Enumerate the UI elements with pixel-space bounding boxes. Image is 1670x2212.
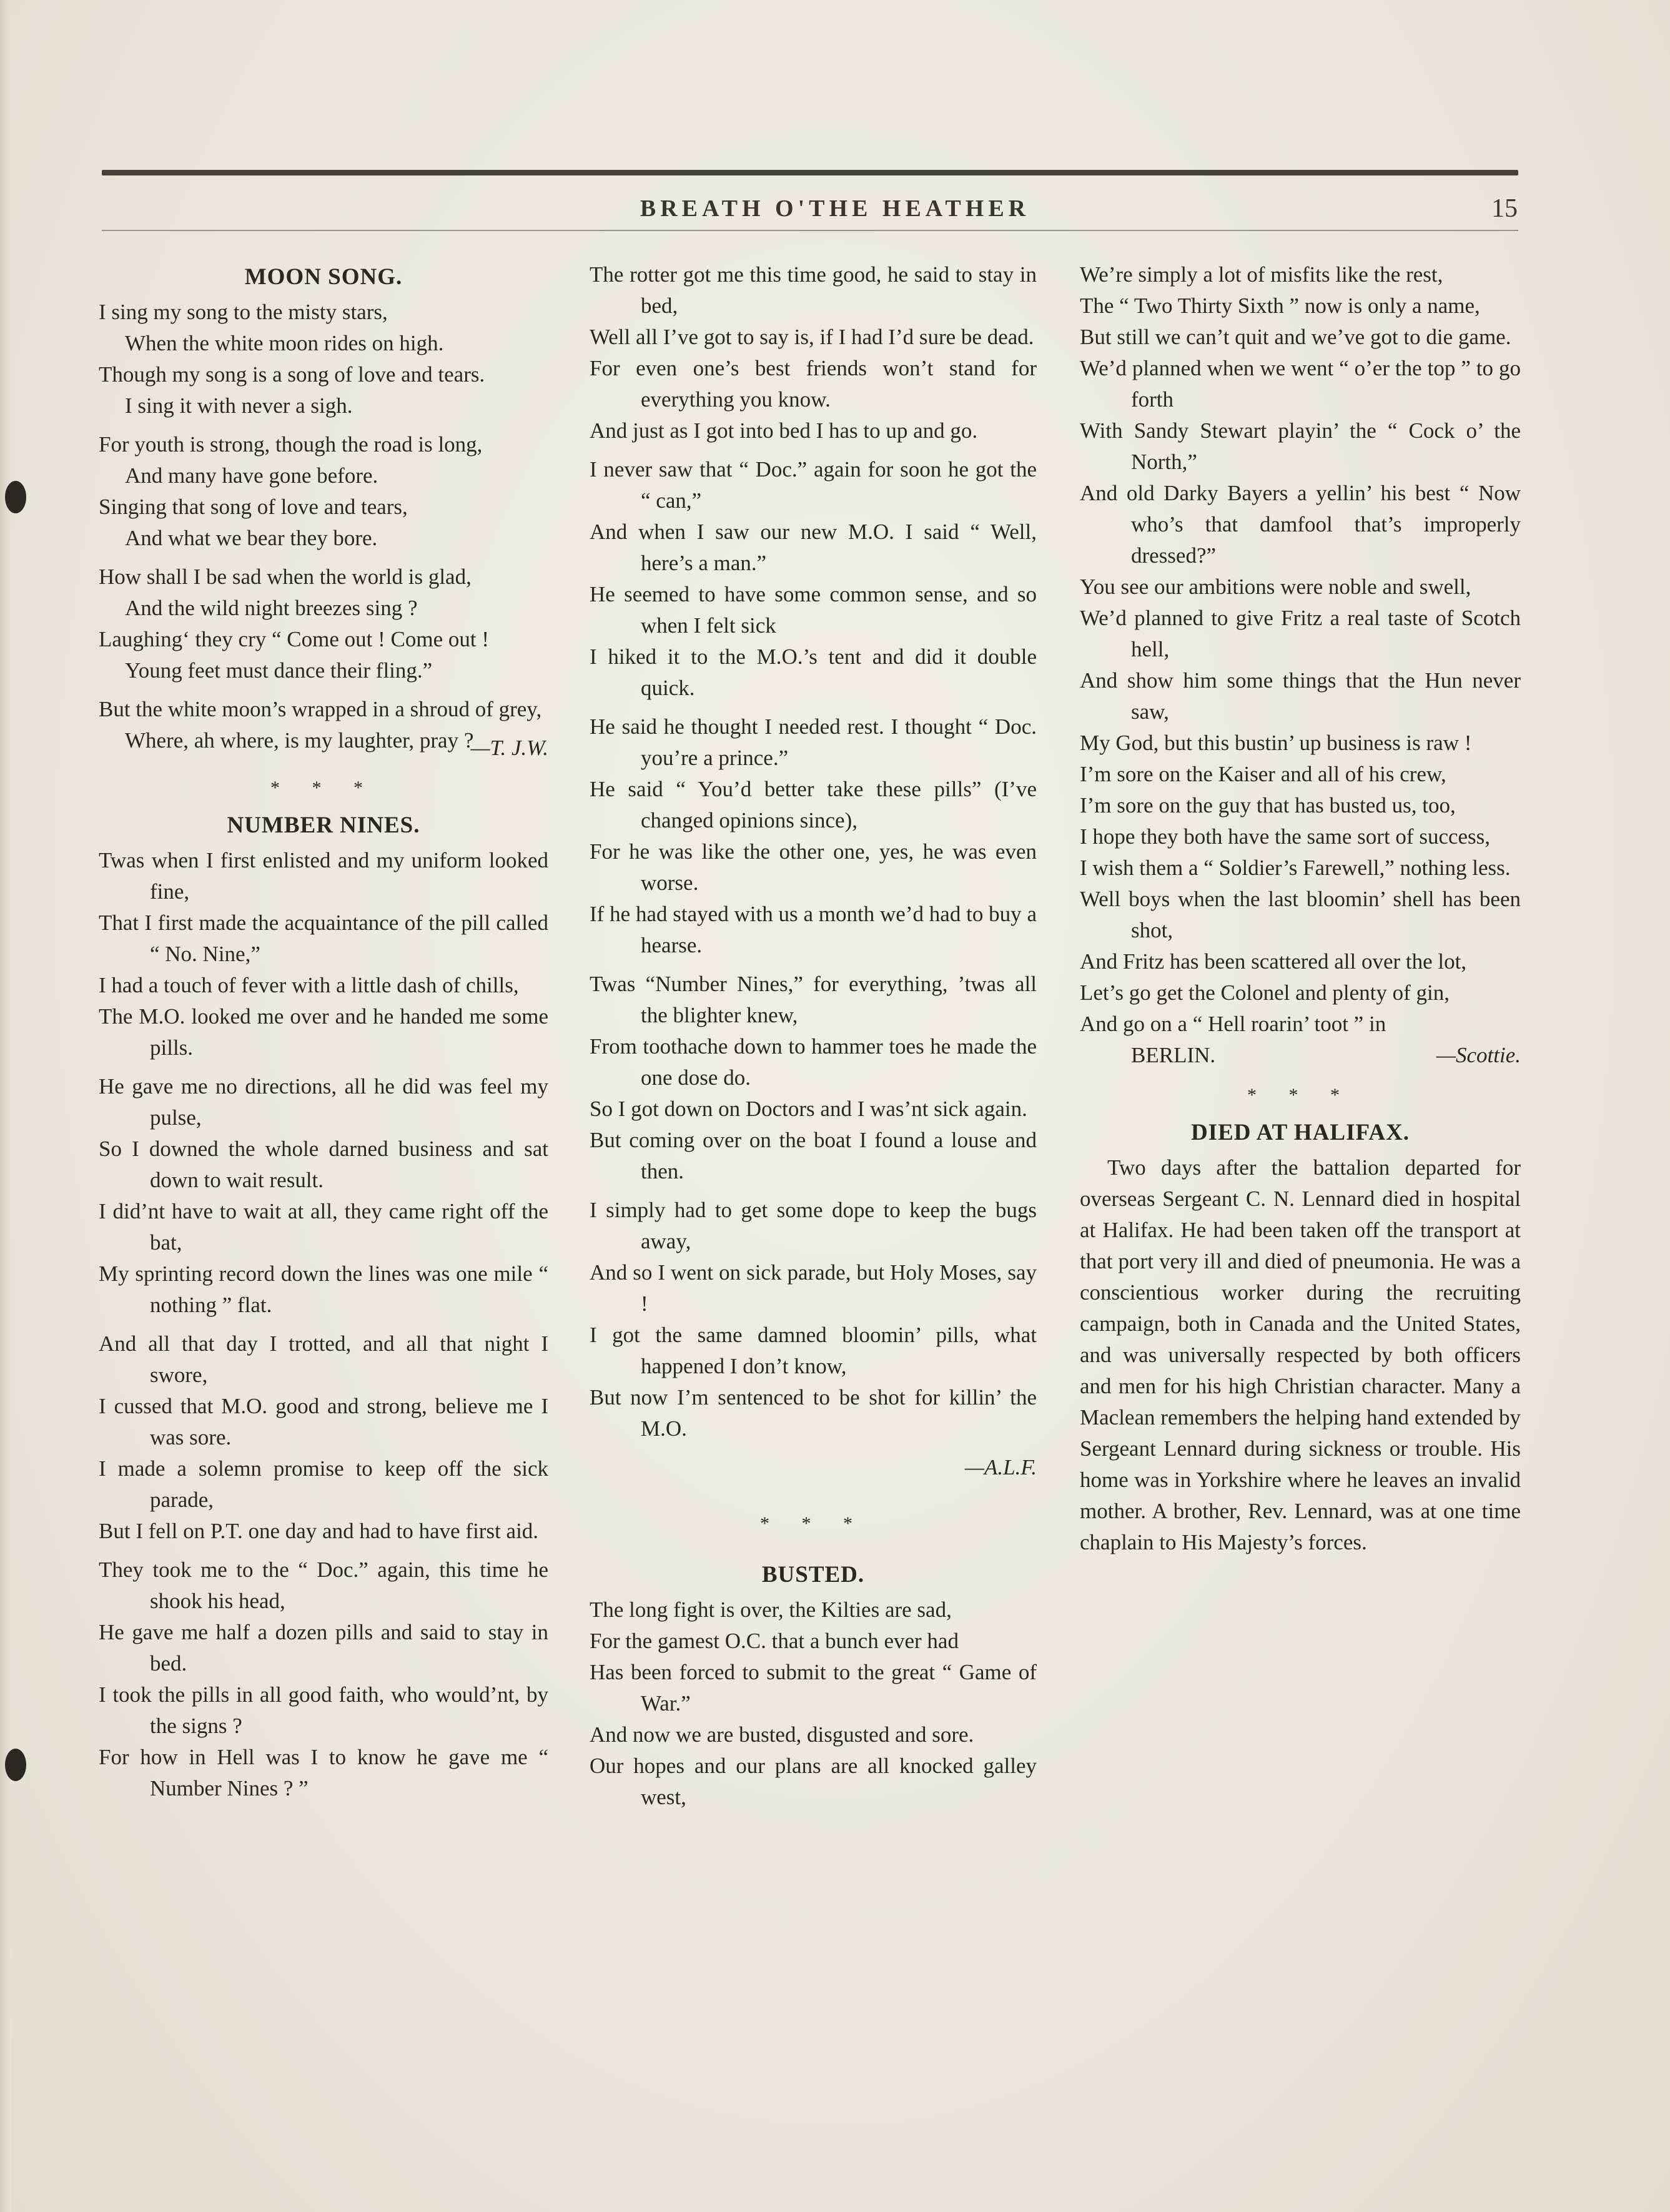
poem-line: I took the pills in all good faith, who would’nt, by the signs ? xyxy=(99,1682,548,1738)
stanza xyxy=(590,969,1037,1187)
poem-line: I hope they both have the same sort of success, xyxy=(1080,824,1491,849)
poem-line: For how in Hell was I to know he gave me “ Number Nines ? ” xyxy=(99,1745,548,1800)
poem-line: For youth is strong, though the road is long, xyxy=(99,432,483,457)
poem-line: We’re simply a lot of misfits like the rest, xyxy=(1080,262,1443,287)
poem-line: Singing that song of love and tears, xyxy=(99,495,408,519)
poem-line: That I first made the acquaintance of the pill called “ No. Nine,” xyxy=(99,911,548,966)
article-body: Two days after the battalion departed for overseas Sergeant C. N. Lennard died in hospital at Halifax. He had been taken off the transport at that port very ill and died of pneumonia. He was a conscientious worker during the recruiting campaign, both in Canada and the United States, and was universally respected by both officers and men for his high Christian character. Many a Maclean remembers the helping hand extended by Sergeant Lennard during sickness or trouble. His home was in Yorkshire where he leaves an invalid mother. A brother, Rev. Lennard, was at one time chaplain to His Majesty’s forces. xyxy=(1080,1155,1521,1554)
poem-line: From toothache down to hammer toes he made the one dose do. xyxy=(590,1034,1037,1090)
poem-line: And the wild night breezes sing ? xyxy=(125,596,418,620)
section-divider: * * * xyxy=(1247,1085,1353,1105)
poem-line: And now we are busted, disgusted and sore. xyxy=(590,1722,974,1747)
stanza xyxy=(99,429,548,554)
poem-line: I cussed that M.O. good and strong, believe me I was sore. xyxy=(99,1394,548,1449)
stanza xyxy=(590,1195,1037,1444)
poem-line: Though my song is a song of love and tears. xyxy=(99,362,485,387)
poem-body-busted xyxy=(590,1594,1037,1813)
poem-line: Where, ah where, is my laughter, pray ? xyxy=(125,728,474,753)
poem-line: I had a touch of fever with a little dash of chills, xyxy=(99,973,519,997)
poem-line: For the gamest O.C. that a bunch ever had xyxy=(590,1629,959,1653)
poem-line: The “ Two Thirty Sixth ” now is only a name, xyxy=(1080,294,1480,318)
poem-line: I’m sore on the guy that has busted us, too, xyxy=(1080,793,1456,817)
poem-line: And go on a “ Hell roarin’ toot ” in xyxy=(1080,1012,1386,1036)
poem-line: And what we bear they bore. xyxy=(125,526,378,550)
poem-line: Twas “Number Nines,” for everything, ’twas all the blighter knew, xyxy=(590,972,1037,1027)
poem-body-busted-continued xyxy=(1080,259,1521,1040)
column-2 xyxy=(590,259,1037,1820)
poem-line: I got the same damned bloomin’ pills, what happened I don’t know, xyxy=(590,1323,1037,1378)
poem-line: So I got down on Doctors and I was’nt sick again. xyxy=(590,1097,1027,1121)
poem-line: He gave me half a dozen pills and said to stay in bed. xyxy=(99,1620,548,1676)
poem-line: With Sandy Stewart playin’ the “ Cock o’ the North,” xyxy=(1080,418,1521,474)
page-number: 15 xyxy=(1491,194,1518,223)
poem-line: Laughing‘ they cry “ Come out ! Come out ! xyxy=(99,627,489,651)
poem-line: But the white moon’s wrapped in a shroud of grey, xyxy=(99,697,542,721)
stanza xyxy=(590,454,1037,704)
poem-line: I sing it with never a sigh. xyxy=(125,393,353,418)
section-divider: * * * xyxy=(270,778,377,798)
header-rule-thick xyxy=(102,170,1518,175)
poem-line: How shall I be sad when the world is glad, xyxy=(99,565,472,589)
poem-line: But still we can’t quit and we’ve got to die game. xyxy=(1080,325,1511,349)
poem-line: And so I went on sick parade, but Holy Moses, say ! xyxy=(590,1260,1037,1316)
header-rule-thin xyxy=(102,230,1518,231)
poem-line: I simply had to get some dope to keep the bugs away, xyxy=(590,1198,1037,1253)
poem-last-word: BERLIN. xyxy=(1131,1043,1216,1067)
binding-edge xyxy=(0,0,11,2212)
poem-line: When the white moon rides on high. xyxy=(125,331,444,355)
poem-line: And Fritz has been scattered all over the lot, xyxy=(1080,949,1467,974)
poem-line: But now I’m sentenced to be shot for killin’ the M.O. xyxy=(590,1385,1037,1441)
poem-body-moon-song xyxy=(99,297,548,756)
poem-line: I sing my song to the misty stars, xyxy=(99,300,388,324)
column-3 xyxy=(1080,259,1521,1558)
stanza xyxy=(99,1554,548,1804)
section-divider: * * * xyxy=(760,1513,866,1534)
poem-line: And when I saw our new M.O. I said “ Well, here’s a man.” xyxy=(590,520,1037,575)
poem-line: And show him some things that the Hun never saw, xyxy=(1080,668,1521,724)
poem-line: If he had stayed with us a month we’d had to buy a hearse. xyxy=(590,902,1037,957)
poem-line: I’m sore on the Kaiser and all of his crew, xyxy=(1080,762,1446,786)
poem-line: I made a solemn promise to keep off the sick parade, xyxy=(99,1456,548,1512)
poem-line: For he was like the other one, yes, he was even worse. xyxy=(590,839,1037,895)
poem-line: He said “ You’d better take these pills” (I’ve changed opinions since), xyxy=(590,777,1037,832)
poem-line: They took me to the “ Doc.” again, this time he shook his head, xyxy=(99,1558,548,1613)
poem-final-line xyxy=(1080,1040,1521,1071)
stanza xyxy=(590,1594,1037,1813)
column-1 xyxy=(99,259,548,1812)
binding-hole-bottom xyxy=(5,1749,26,1781)
poem-line: Our hopes and our plans are all knocked galley west, xyxy=(590,1754,1037,1809)
poem-line: I did’nt have to wait at all, they came right off the bat, xyxy=(99,1199,548,1255)
stanza xyxy=(1080,259,1521,1040)
poem-line: And just as I got into bed I has to up and go. xyxy=(590,418,978,443)
poem-line: He seemed to have some common sense, and so when I felt sick xyxy=(590,582,1037,638)
poem-line: The long fight is over, the Kilties are sad, xyxy=(590,1597,952,1622)
poem-title-number-nines: NUMBER NINES. xyxy=(227,812,420,838)
poem-title-moon-song: MOON SONG. xyxy=(244,264,403,290)
poem-line: My sprinting record down the lines was one mile “ nothing ” flat. xyxy=(99,1262,548,1317)
poem-line: He said he thought I needed rest. I thought “ Doc. you’re a prince.” xyxy=(590,714,1037,770)
poem-line: We’d planned to give Fritz a real taste of Scotch hell, xyxy=(1080,606,1521,661)
poem-line: I never saw that “ Doc.” again for soon he got the “ can,” xyxy=(590,457,1037,513)
poem-signature: —T. J.W. xyxy=(470,736,548,760)
poem-signature: —Scottie. xyxy=(1436,1043,1521,1067)
poem-line: But I fell on P.T. one day and had to have first aid. xyxy=(99,1519,539,1543)
poem-line: My God, but this bustin’ up business is raw ! xyxy=(1080,731,1472,755)
stanza xyxy=(99,845,548,1064)
binding-hole-top xyxy=(5,481,26,513)
article-title-died-at-halifax: DIED AT HALIFAX. xyxy=(1190,1120,1410,1145)
stanza xyxy=(99,297,548,422)
poem-line: Twas when I first enlisted and my uniform looked fine, xyxy=(99,848,548,904)
poem-title-busted: BUSTED. xyxy=(761,1562,865,1587)
poem-line: And many have gone before. xyxy=(125,463,378,488)
poem-line: Has been forced to submit to the great “ Game of War.” xyxy=(590,1660,1037,1716)
poem-line: He gave me no directions, all he did was feel my pulse, xyxy=(99,1074,548,1130)
poem-line: But coming over on the boat I found a louse and then. xyxy=(590,1128,1037,1183)
poem-line: So I downed the whole darned business and sat down to wait result. xyxy=(99,1137,548,1192)
poem-line: Let’s go get the Colonel and plenty of gin, xyxy=(1080,980,1450,1005)
poem-signature: —A.L.F. xyxy=(964,1455,1037,1479)
stanza xyxy=(99,1328,548,1547)
poem-line: You see our ambitions were noble and swell, xyxy=(1080,575,1471,599)
poem-body-number-nines xyxy=(99,845,548,1804)
poem-line: We’d planned when we went “ o’er the top ” to go forth xyxy=(1080,356,1521,412)
poem-line: Young feet must dance their fling.” xyxy=(125,658,433,683)
poem-line: And all that day I trotted, and all that night I swore, xyxy=(99,1331,548,1387)
running-title: BREATH O'THE HEATHER xyxy=(640,195,1030,222)
stanza xyxy=(590,711,1037,961)
poem-line: I wish them a “ Soldier’s Farewell,” nothing less. xyxy=(1080,856,1511,880)
poem-line: Well all I’ve got to say is, if I had I’d sure be dead. xyxy=(590,325,1034,349)
poem-body-number-nines-continued xyxy=(590,259,1037,1444)
poem-line: The rotter got me this time good, he said to stay in bed, xyxy=(590,262,1037,318)
poem-line: Well boys when the last bloomin’ shell has been shot, xyxy=(1080,887,1521,942)
poem-line: For even one’s best friends won’t stand for everything you know. xyxy=(590,356,1037,412)
stanza xyxy=(99,561,548,686)
poem-line: The M.O. looked me over and he handed me some pills. xyxy=(99,1004,548,1060)
stanza xyxy=(99,1071,548,1321)
stanza xyxy=(590,259,1037,447)
poem-line: And old Darky Bayers a yellin’ his best “ Now who’s that damfool that’s improperly dressed?” xyxy=(1080,481,1521,568)
poem-line: I hiked it to the M.O.’s tent and did it double quick. xyxy=(590,644,1037,700)
